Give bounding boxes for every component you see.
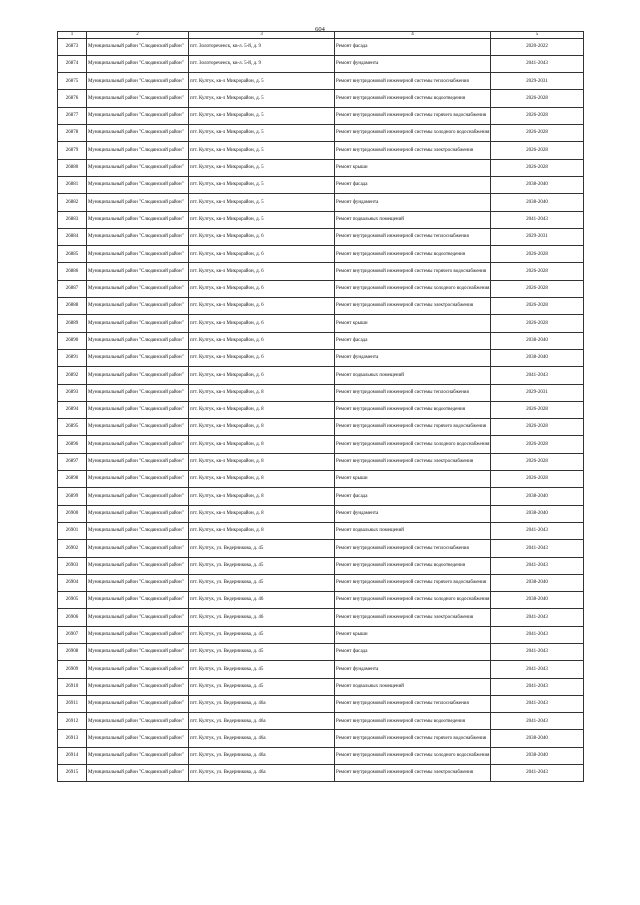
row-number-cell: 26895: [58, 419, 87, 436]
work-type-cell: Ремонт крыши: [335, 159, 491, 176]
address-cell: пгт. Култук, ул. Ведерникова, д. 45: [189, 678, 335, 695]
table-row: [58, 765, 584, 782]
table-row: [58, 176, 584, 193]
row-number-cell: 26907: [58, 626, 87, 643]
period-cell: 2041-2043: [491, 540, 584, 557]
row-number-cell: 26891: [58, 349, 87, 366]
address-cell: пгт. Култук, ул. Ведерникова, д. 45: [189, 643, 335, 660]
district-name-cell: Муниципальный район "Слюдянский район": [87, 142, 189, 159]
address-cell: пгт. Култук, кв-л Микрорайон, д. 5: [189, 142, 335, 159]
address-cell: пгт. Култук, ул. Ведерникова, д. 46а: [189, 730, 335, 747]
work-type-cell: Ремонт крыши: [335, 626, 491, 643]
period-cell: 2026-2028: [491, 107, 584, 124]
address-cell: пгт. Култук, кв-л Микрорайон, д. 8: [189, 384, 335, 401]
period-cell: 2041-2043: [491, 713, 584, 730]
period-cell: 2038-2040: [491, 747, 584, 764]
period-cell: 2026-2028: [491, 471, 584, 488]
row-number-cell: 26900: [58, 505, 87, 522]
address-cell: пгт. Култук, кв-л Микрорайон, д. 5: [189, 194, 335, 211]
address-cell: пгт. Култук, кв-л Микрорайон, д. 8: [189, 522, 335, 539]
work-type-cell: Ремонт внутридомовой инженерной системы теплоснабжения: [335, 540, 491, 557]
work-type-cell: Ремонт фасада: [335, 332, 491, 349]
address-cell: пгт. Култук, ул. Ведерникова, д. 46а: [189, 695, 335, 712]
row-number-cell: 26913: [58, 730, 87, 747]
period-cell: 2038-2040: [491, 730, 584, 747]
table-row: [58, 73, 584, 90]
period-cell: 2041-2043: [491, 765, 584, 782]
district-name-cell: Муниципальный район "Слюдянский район": [87, 315, 189, 332]
period-cell: 2026-2028: [491, 125, 584, 142]
period-cell: 2041-2043: [491, 211, 584, 228]
period-cell: 2026-2028: [491, 419, 584, 436]
address-cell: пгт. Култук, ул. Ведерникова, д. 45: [189, 661, 335, 678]
address-cell: пгт. Култук, ул. Ведерникова, д. 45: [189, 626, 335, 643]
work-type-cell: Ремонт внутридомовой инженерной системы холодного водоснабжения: [335, 125, 491, 142]
address-cell: пгт. Култук, кв-л Микрорайон, д. 8: [189, 453, 335, 470]
table-row: [58, 488, 584, 505]
address-cell: пгт. Култук, ул. Ведерникова, д. 46а: [189, 713, 335, 730]
address-cell: пгт. Култук, кв-л Микрорайон, д. 5: [189, 159, 335, 176]
table-body: [58, 38, 584, 782]
period-cell: 2026-2028: [491, 142, 584, 159]
table-row: [58, 505, 584, 522]
row-number-cell: 26899: [58, 488, 87, 505]
work-type-cell: Ремонт внутридомовой инженерной системы водоотведения: [335, 246, 491, 263]
district-name-cell: Муниципальный район "Слюдянский район": [87, 765, 189, 782]
work-type-cell: Ремонт подвальных помещений: [335, 211, 491, 228]
row-number-cell: 26905: [58, 592, 87, 609]
period-cell: 2020-2022: [491, 38, 584, 55]
work-type-cell: Ремонт фундамента: [335, 194, 491, 211]
work-type-cell: Ремонт внутридомовой инженерной системы теплоснабжения: [335, 73, 491, 90]
district-name-cell: Муниципальный район "Слюдянский район": [87, 263, 189, 280]
period-cell: 2038-2040: [491, 488, 584, 505]
table-row: [58, 107, 584, 124]
table-row: [58, 540, 584, 557]
address-cell: пгт. Култук, кв-л Микрорайон, д. 5: [189, 176, 335, 193]
district-name-cell: Муниципальный район "Слюдянский район": [87, 349, 189, 366]
table-row: [58, 194, 584, 211]
address-cell: пгт. Култук, ул. Ведерникова, д. 46а: [189, 765, 335, 782]
row-number-cell: 26904: [58, 574, 87, 591]
address-cell: пгт. Култук, кв-л Микрорайон, д. 5: [189, 90, 335, 107]
address-cell: пгт. Култук, кв-л Микрорайон, д. 6: [189, 367, 335, 384]
table-row: [58, 695, 584, 712]
table-row: [58, 246, 584, 263]
period-cell: 2041-2043: [491, 643, 584, 660]
row-number-cell: 26902: [58, 540, 87, 557]
district-name-cell: Муниципальный район "Слюдянский район": [87, 609, 189, 626]
district-name-cell: Муниципальный район "Слюдянский район": [87, 367, 189, 384]
table-row: [58, 332, 584, 349]
address-cell: пгт. Култук, кв-л Микрорайон, д. 6: [189, 246, 335, 263]
work-type-cell: Ремонт фасада: [335, 176, 491, 193]
district-name-cell: Муниципальный район "Слюдянский район": [87, 678, 189, 695]
table-row: [58, 471, 584, 488]
row-number-cell: 26898: [58, 471, 87, 488]
period-cell: 2029-2031: [491, 384, 584, 401]
work-type-cell: Ремонт фундамента: [335, 349, 491, 366]
district-name-cell: Муниципальный район "Слюдянский район": [87, 661, 189, 678]
district-name-cell: Муниципальный район "Слюдянский район": [87, 298, 189, 315]
district-name-cell: Муниципальный район "Слюдянский район": [87, 436, 189, 453]
district-name-cell: Муниципальный район "Слюдянский район": [87, 592, 189, 609]
row-number-cell: 26911: [58, 695, 87, 712]
row-number-cell: 26886: [58, 263, 87, 280]
period-cell: 2038-2040: [491, 332, 584, 349]
address-cell: пгт. Култук, ул. Ведерникова, д. 45: [189, 574, 335, 591]
row-number-cell: 26874: [58, 55, 87, 72]
table-row: [58, 609, 584, 626]
header-row: [58, 32, 584, 39]
table-row: [58, 349, 584, 366]
row-number-cell: 26873: [58, 38, 87, 55]
district-name-cell: Муниципальный район "Слюдянский район": [87, 125, 189, 142]
work-type-cell: Ремонт крыши: [335, 471, 491, 488]
address-cell: пгт. Золотореченск, кв-л. 5-й, д. 9: [189, 55, 335, 72]
period-cell: 2038-2040: [491, 592, 584, 609]
table-row: [58, 453, 584, 470]
row-number-cell: 26889: [58, 315, 87, 332]
work-type-cell: Ремонт внутридомовой инженерной системы теплоснабжения: [335, 384, 491, 401]
address-cell: пгт. Култук, кв-л Микрорайон, д. 6: [189, 349, 335, 366]
address-cell: пгт. Култук, кв-л Микрорайон, д. 6: [189, 315, 335, 332]
district-name-cell: Муниципальный район "Слюдянский район": [87, 159, 189, 176]
table-row: [58, 384, 584, 401]
period-cell: 2041-2043: [491, 661, 584, 678]
district-name-cell: Муниципальный район "Слюдянский район": [87, 522, 189, 539]
work-type-cell: Ремонт фасада: [335, 488, 491, 505]
address-cell: пгт. Култук, кв-л Микрорайон, д. 8: [189, 488, 335, 505]
column-header-4: 4: [335, 32, 491, 39]
row-number-cell: 26887: [58, 280, 87, 297]
row-number-cell: 26894: [58, 401, 87, 418]
period-cell: 2038-2040: [491, 574, 584, 591]
table-row: [58, 280, 584, 297]
period-cell: 2026-2028: [491, 453, 584, 470]
district-name-cell: Муниципальный район "Слюдянский район": [87, 228, 189, 245]
work-type-cell: Ремонт крыши: [335, 315, 491, 332]
work-type-cell: Ремонт внутридомовой инженерной системы электроснабжения: [335, 453, 491, 470]
work-type-cell: Ремонт фасада: [335, 643, 491, 660]
address-cell: пгт. Култук, кв-л Микрорайон, д. 6: [189, 280, 335, 297]
period-cell: 2041-2043: [491, 695, 584, 712]
table-row: [58, 643, 584, 660]
address-cell: пгт. Култук, кв-л Микрорайон, д. 6: [189, 332, 335, 349]
work-type-cell: Ремонт внутридомовой инженерной системы водоотведения: [335, 90, 491, 107]
period-cell: 2038-2040: [491, 194, 584, 211]
district-name-cell: Муниципальный район "Слюдянский район": [87, 505, 189, 522]
row-number-cell: 26893: [58, 384, 87, 401]
district-name-cell: Муниципальный район "Слюдянский район": [87, 73, 189, 90]
table-row: [58, 55, 584, 72]
row-number-cell: 26880: [58, 159, 87, 176]
work-type-cell: Ремонт внутридомовой инженерной системы горячего водоснабжения: [335, 107, 491, 124]
district-name-cell: Муниципальный район "Слюдянский район": [87, 713, 189, 730]
table-row: [58, 713, 584, 730]
work-type-cell: Ремонт внутридомовой инженерной системы электроснабжения: [335, 298, 491, 315]
row-number-cell: 26909: [58, 661, 87, 678]
address-cell: пгт. Култук, ул. Ведерникова, д. 46а: [189, 747, 335, 764]
period-cell: 2041-2043: [491, 522, 584, 539]
row-number-cell: 26881: [58, 176, 87, 193]
address-cell: пгт. Култук, ул. Ведерникова, д. 45: [189, 557, 335, 574]
row-number-cell: 26908: [58, 643, 87, 660]
work-type-cell: Ремонт фундамента: [335, 661, 491, 678]
row-number-cell: 26878: [58, 125, 87, 142]
district-name-cell: Муниципальный район "Слюдянский район": [87, 280, 189, 297]
table-row: [58, 159, 584, 176]
period-cell: 2038-2040: [491, 505, 584, 522]
row-number-cell: 26910: [58, 678, 87, 695]
work-type-cell: Ремонт внутридомовой инженерной системы водоотведения: [335, 713, 491, 730]
district-name-cell: Муниципальный район "Слюдянский район": [87, 194, 189, 211]
period-cell: 2026-2028: [491, 401, 584, 418]
period-cell: 2041-2043: [491, 557, 584, 574]
period-cell: 2026-2028: [491, 159, 584, 176]
row-number-cell: 26890: [58, 332, 87, 349]
work-type-cell: Ремонт внутридомовой инженерной системы холодного водоснабжения: [335, 280, 491, 297]
row-number-cell: 26906: [58, 609, 87, 626]
address-cell: пгт. Култук, кв-л Микрорайон, д. 8: [189, 471, 335, 488]
address-cell: пгт. Култук, кв-л Микрорайон, д. 5: [189, 211, 335, 228]
row-number-cell: 26885: [58, 246, 87, 263]
row-number-cell: 26896: [58, 436, 87, 453]
work-type-cell: Ремонт внутридомовой инженерной системы электроснабжения: [335, 142, 491, 159]
period-cell: 2038-2040: [491, 176, 584, 193]
period-cell: 2026-2028: [491, 315, 584, 332]
table-row: [58, 592, 584, 609]
table-row: [58, 419, 584, 436]
row-number-cell: 26875: [58, 73, 87, 90]
page-number: 604: [315, 26, 325, 33]
column-header-2: 2: [87, 32, 189, 39]
district-name-cell: Муниципальный район "Слюдянский район": [87, 540, 189, 557]
district-name-cell: Муниципальный район "Слюдянский район": [87, 246, 189, 263]
district-name-cell: Муниципальный район "Слюдянский район": [87, 55, 189, 72]
row-number-cell: 26888: [58, 298, 87, 315]
row-number-cell: 26914: [58, 747, 87, 764]
column-header-1: 1: [58, 32, 87, 39]
address-cell: пгт. Култук, ул. Ведерникова, д. 46: [189, 609, 335, 626]
address-cell: пгт. Култук, ул. Ведерникова, д. 45: [189, 540, 335, 557]
table-row: [58, 211, 584, 228]
district-name-cell: Муниципальный район "Слюдянский район": [87, 488, 189, 505]
address-cell: пгт. Култук, кв-л Микрорайон, д. 5: [189, 73, 335, 90]
row-number-cell: 26877: [58, 107, 87, 124]
table-row: [58, 367, 584, 384]
table-row: [58, 228, 584, 245]
period-cell: 2029-2031: [491, 73, 584, 90]
period-cell: 2041-2043: [491, 626, 584, 643]
district-name-cell: Муниципальный район "Слюдянский район": [87, 557, 189, 574]
table-row: [58, 678, 584, 695]
work-type-cell: Ремонт внутридомовой инженерной системы горячего водоснабжения: [335, 419, 491, 436]
table-row: [58, 401, 584, 418]
address-cell: пгт. Култук, кв-л Микрорайон, д. 8: [189, 419, 335, 436]
district-name-cell: Муниципальный район "Слюдянский район": [87, 176, 189, 193]
district-name-cell: Муниципальный район "Слюдянский район": [87, 626, 189, 643]
address-cell: пгт. Култук, кв-л Микрорайон, д. 8: [189, 505, 335, 522]
address-cell: пгт. Култук, кв-л Микрорайон, д. 8: [189, 436, 335, 453]
period-cell: 2026-2028: [491, 436, 584, 453]
period-cell: 2038-2040: [491, 349, 584, 366]
table-row: [58, 90, 584, 107]
row-number-cell: 26912: [58, 713, 87, 730]
district-name-cell: Муниципальный район "Слюдянский район": [87, 695, 189, 712]
work-type-cell: Ремонт фундамента: [335, 55, 491, 72]
table-row: [58, 626, 584, 643]
work-type-cell: Ремонт подвальных помещений: [335, 522, 491, 539]
work-type-cell: Ремонт внутридомовой инженерной системы водоотведения: [335, 557, 491, 574]
row-number-cell: 26883: [58, 211, 87, 228]
table-row: [58, 661, 584, 678]
district-name-cell: Муниципальный район "Слюдянский район": [87, 90, 189, 107]
period-cell: 2041-2043: [491, 367, 584, 384]
address-cell: пгт. Золотореченск, кв-л. 5-й, д. 9: [189, 38, 335, 55]
district-name-cell: Муниципальный район "Слюдянский район": [87, 419, 189, 436]
work-type-cell: Ремонт внутридомовой инженерной системы горячего водоснабжения: [335, 263, 491, 280]
table-row: [58, 142, 584, 159]
table-row: [58, 315, 584, 332]
district-name-cell: Муниципальный район "Слюдянский район": [87, 401, 189, 418]
table-row: [58, 436, 584, 453]
work-type-cell: Ремонт внутридомовой инженерной системы горячего водоснабжения: [335, 574, 491, 591]
table-row: [58, 574, 584, 591]
period-cell: 2026-2028: [491, 90, 584, 107]
table-row: [58, 263, 584, 280]
row-number-cell: 26879: [58, 142, 87, 159]
district-name-cell: Муниципальный район "Слюдянский район": [87, 211, 189, 228]
work-type-cell: Ремонт фундамента: [335, 505, 491, 522]
column-header-5: 5: [491, 32, 584, 39]
address-cell: пгт. Култук, кв-л Микрорайон, д. 6: [189, 298, 335, 315]
table-row: [58, 125, 584, 142]
row-number-cell: 26901: [58, 522, 87, 539]
work-type-cell: Ремонт фасада: [335, 38, 491, 55]
period-cell: 2041-2043: [491, 609, 584, 626]
district-name-cell: Муниципальный район "Слюдянский район": [87, 747, 189, 764]
district-name-cell: Муниципальный район "Слюдянский район": [87, 730, 189, 747]
work-type-cell: Ремонт внутридомовой инженерной системы теплоснабжения: [335, 228, 491, 245]
address-cell: пгт. Култук, кв-л Микрорайон, д. 8: [189, 401, 335, 418]
works-table: [57, 31, 584, 782]
district-name-cell: Муниципальный район "Слюдянский район": [87, 384, 189, 401]
row-number-cell: 26876: [58, 90, 87, 107]
district-name-cell: Муниципальный район "Слюдянский район": [87, 643, 189, 660]
district-name-cell: Муниципальный район "Слюдянский район": [87, 38, 189, 55]
work-type-cell: Ремонт подвальных помещений: [335, 678, 491, 695]
table-row: [58, 730, 584, 747]
table-row: [58, 557, 584, 574]
table-row: [58, 38, 584, 55]
row-number-cell: 26897: [58, 453, 87, 470]
row-number-cell: 26903: [58, 557, 87, 574]
row-number-cell: 26915: [58, 765, 87, 782]
period-cell: 2026-2028: [491, 298, 584, 315]
work-type-cell: Ремонт внутридомовой инженерной системы водоотведения: [335, 401, 491, 418]
period-cell: 2026-2028: [491, 263, 584, 280]
work-type-cell: Ремонт внутридомовой инженерной системы электроснабжения: [335, 609, 491, 626]
work-type-cell: Ремонт внутридомовой инженерной системы холодного водоснабжения: [335, 436, 491, 453]
row-number-cell: 26882: [58, 194, 87, 211]
work-type-cell: Ремонт внутридомовой инженерной системы теплоснабжения: [335, 695, 491, 712]
district-name-cell: Муниципальный район "Слюдянский район": [87, 471, 189, 488]
row-number-cell: 26884: [58, 228, 87, 245]
table-row: [58, 522, 584, 539]
district-name-cell: Муниципальный район "Слюдянский район": [87, 107, 189, 124]
address-cell: пгт. Култук, кв-л Микрорайон, д. 5: [189, 107, 335, 124]
district-name-cell: Муниципальный район "Слюдянский район": [87, 332, 189, 349]
work-type-cell: Ремонт внутридомовой инженерной системы горячего водоснабжения: [335, 730, 491, 747]
address-cell: пгт. Култук, кв-л Микрорайон, д. 6: [189, 263, 335, 280]
address-cell: пгт. Култук, ул. Ведерникова, д. 46: [189, 592, 335, 609]
row-number-cell: 26892: [58, 367, 87, 384]
work-type-cell: Ремонт подвальных помещений: [335, 367, 491, 384]
work-type-cell: Ремонт внутридомовой инженерной системы холодного водоснабжения: [335, 747, 491, 764]
district-name-cell: Муниципальный район "Слюдянский район": [87, 574, 189, 591]
period-cell: 2026-2028: [491, 246, 584, 263]
work-type-cell: Ремонт внутридомовой инженерной системы электроснабжения: [335, 765, 491, 782]
work-type-cell: Ремонт внутридомовой инженерной системы холодного водоснабжения: [335, 592, 491, 609]
period-cell: 2026-2028: [491, 280, 584, 297]
address-cell: пгт. Култук, кв-л Микрорайон, д. 5: [189, 125, 335, 142]
table-row: [58, 747, 584, 764]
period-cell: 2041-2043: [491, 55, 584, 72]
address-cell: пгт. Култук, кв-л Микрорайон, д. 6: [189, 228, 335, 245]
period-cell: 2029-2031: [491, 228, 584, 245]
period-cell: 2041-2043: [491, 678, 584, 695]
table-row: [58, 298, 584, 315]
column-header-3: 3: [189, 32, 335, 39]
district-name-cell: Муниципальный район "Слюдянский район": [87, 453, 189, 470]
